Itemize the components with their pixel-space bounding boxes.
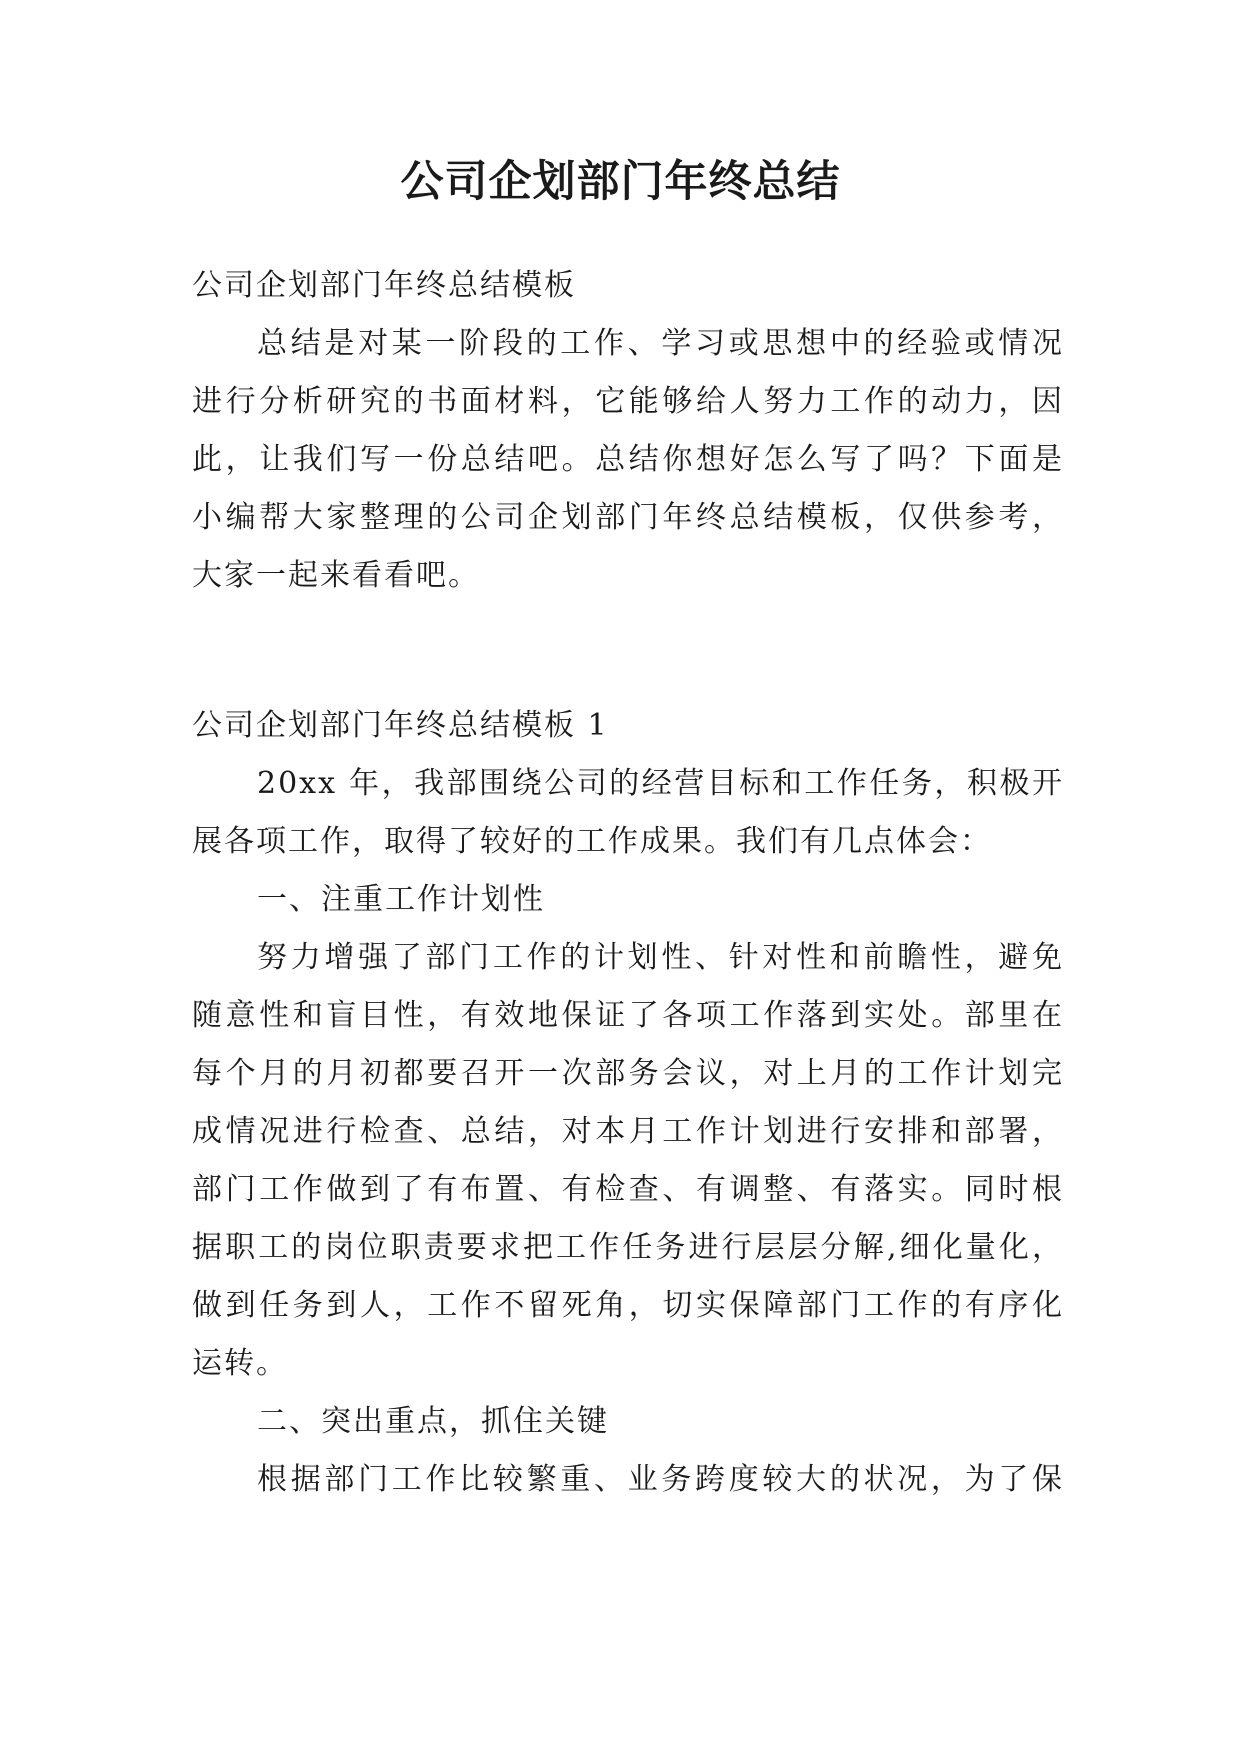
intro-heading: 公司企划部门年终总结模板 <box>192 268 576 303</box>
section-1-heading: 公司企划部门年终总结模板 1 <box>192 708 609 743</box>
intro-section <box>192 257 1064 605</box>
point-1-line: 据职工的岗位职责要求把工作任务进行层层分解,细化量化， <box>192 1230 1064 1265</box>
section-1-line: 展各项工作，取得了较好的工作成果。我们有几点体会： <box>192 824 992 859</box>
intro-line: 总结是对某一阶段的工作、学习或思想中的经验或情况 <box>257 326 1064 361</box>
point-1-line: 部门工作做到了有布置、有检查、有调整、有落实。同时根 <box>192 1172 1064 1207</box>
intro-line: 此，让我们写一份总结吧。总结你想好怎么写了吗？下面是 <box>192 442 1064 477</box>
point-1-line: 每个月的月初都要召开一次部务会议，对上月的工作计划完 <box>192 1056 1064 1091</box>
point-1-line: 成情况进行检查、总结，对本月工作计划进行安排和部署， <box>192 1114 1064 1149</box>
point-1-line: 随意性和盲目性，有效地保证了各项工作落到实处。部里在 <box>192 998 1064 1033</box>
point-1-line: 运转。 <box>192 1346 288 1381</box>
point-2-line: 根据部门工作比较繁重、业务跨度较大的状况，为了保 <box>257 1462 1064 1497</box>
point-1-heading: 一、注重工作计划性 <box>257 882 545 917</box>
intro-line: 小编帮大家整理的公司企划部门年终总结模板，仅供参考， <box>192 500 1064 535</box>
intro-line: 大家一起来看看吧。 <box>192 558 480 593</box>
section-1 <box>192 697 1064 1509</box>
point-1-line: 努力增强了部门工作的计划性、针对性和前瞻性，避免 <box>257 940 1064 975</box>
section-1-line: 20xx 年，我部围绕公司的经营目标和工作任务，积极开 <box>257 766 1064 801</box>
intro-line: 进行分析研究的书面材料，它能够给人努力工作的动力，因 <box>192 384 1064 419</box>
point-2-heading: 二、突出重点，抓住关键 <box>257 1404 609 1439</box>
document-title: 公司企划部门年终总结 <box>400 157 841 207</box>
point-1-line: 做到任务到人，工作不留死角，切实保障部门工作的有序化 <box>192 1288 1064 1323</box>
